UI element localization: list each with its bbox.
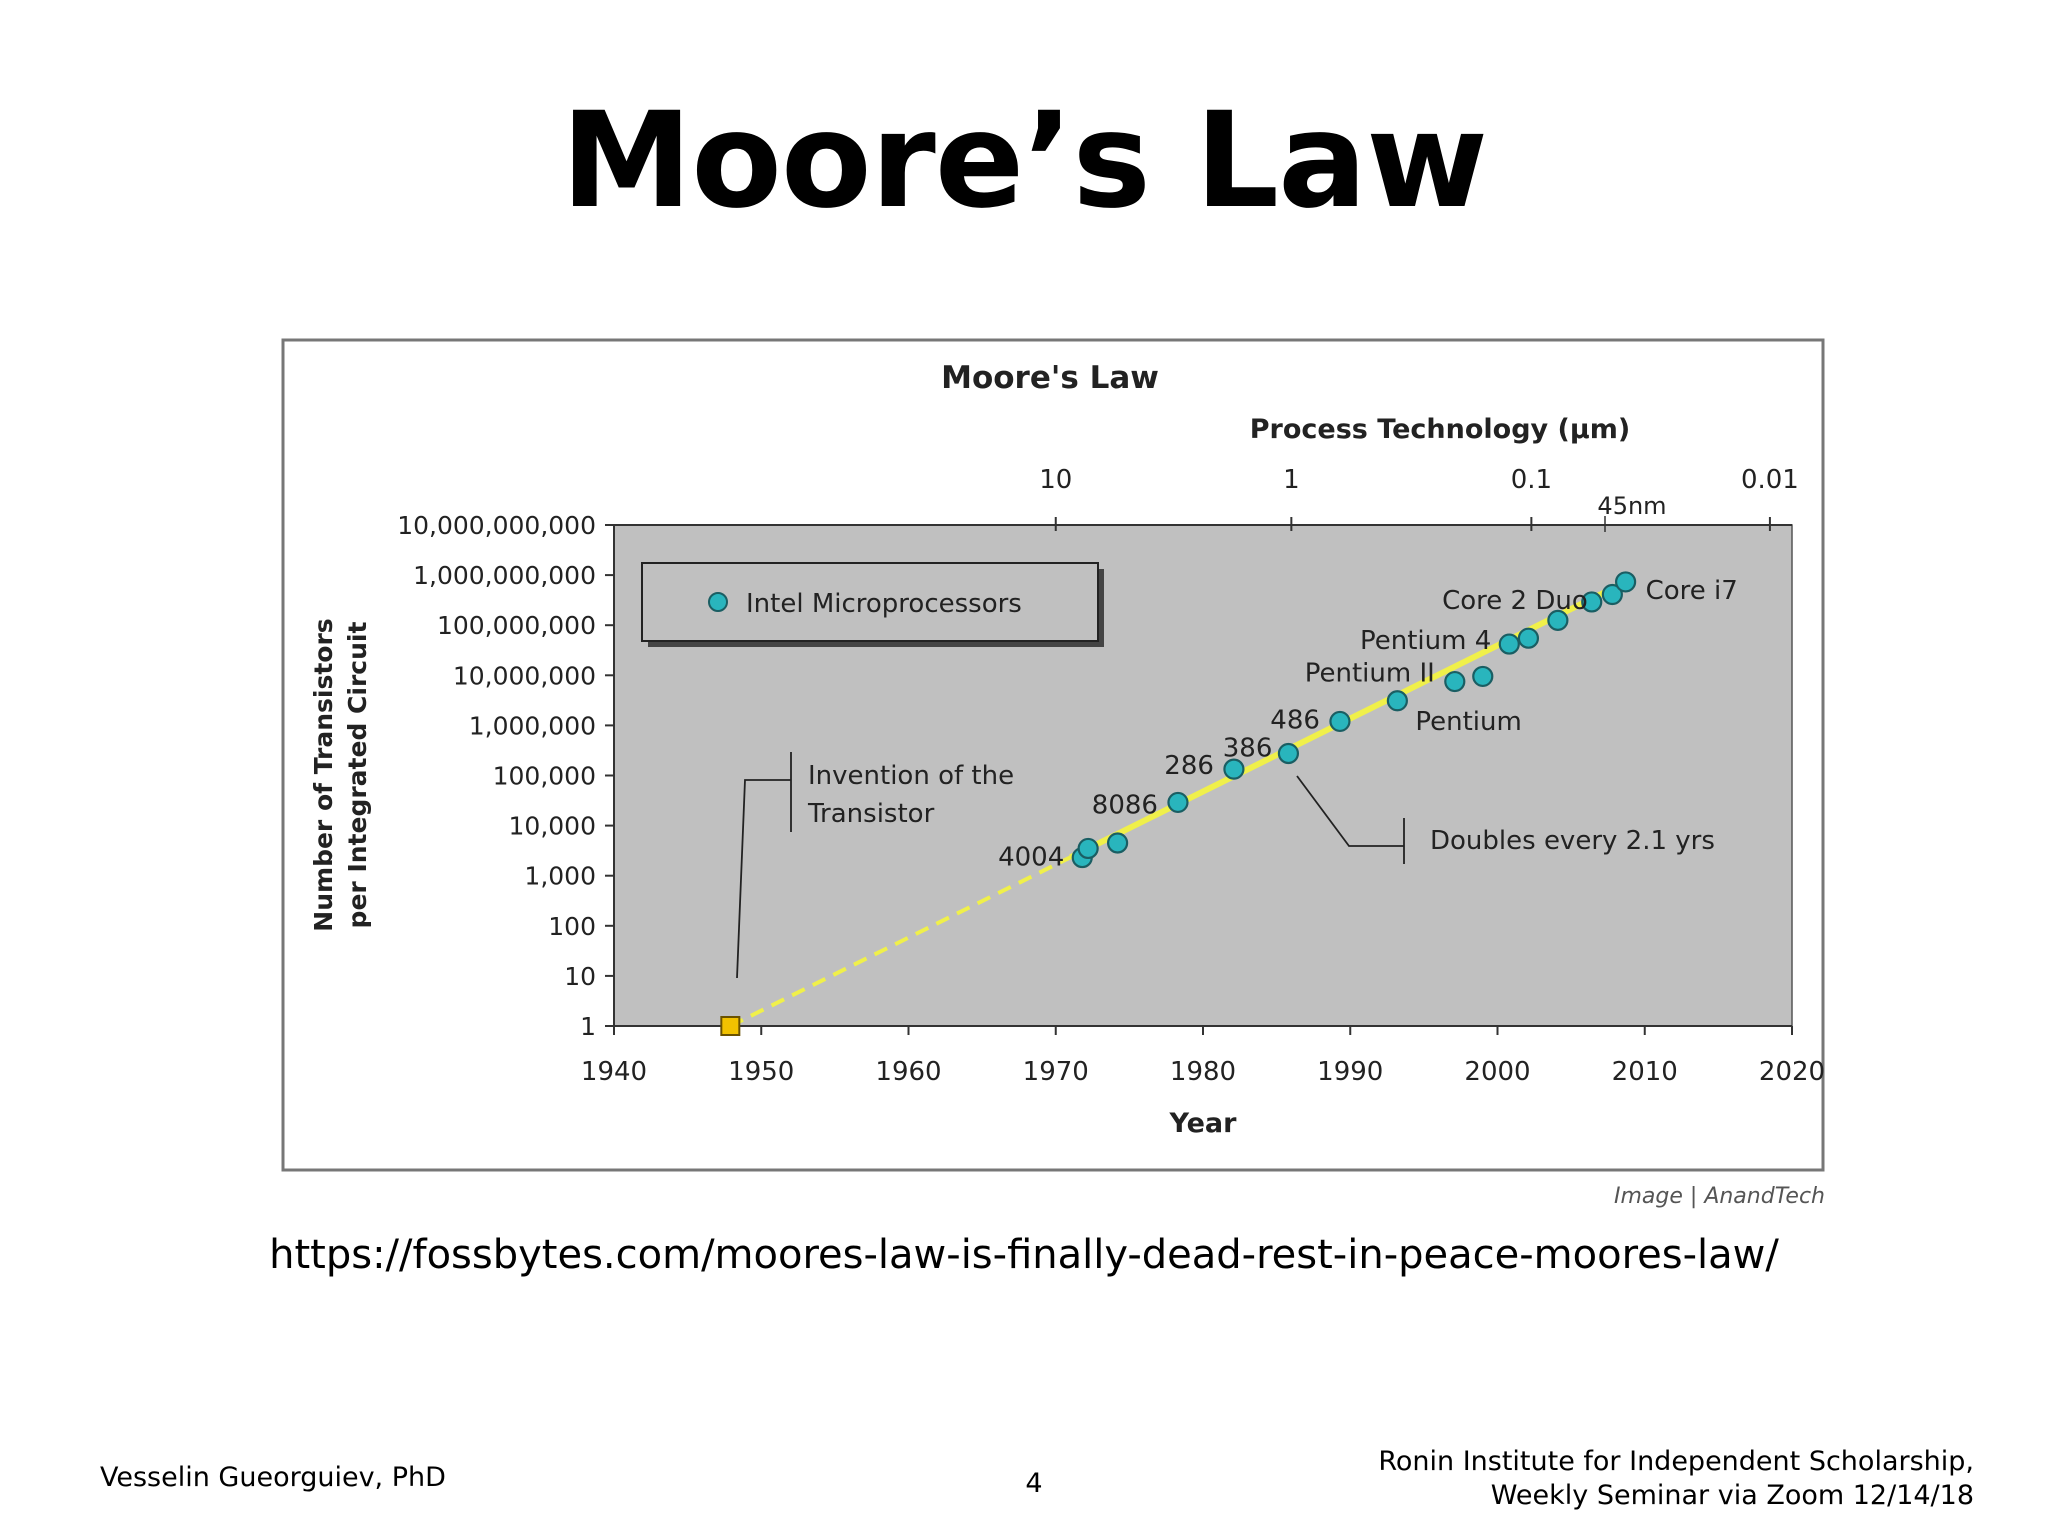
footer-org-line2: Weekly Seminar via Zoom 12/14/18 xyxy=(1490,1480,1974,1511)
top-axis-label: Process Technology (µm) xyxy=(1249,414,1631,445)
y-axis-label-line: Number of Transistors xyxy=(309,618,338,932)
data-point xyxy=(1616,572,1635,591)
y-tick-label: 100,000,000 xyxy=(436,611,596,641)
data-point-label: 286 xyxy=(1164,751,1214,782)
doubles-annotation-text: Doubles every 2.1 yrs xyxy=(1430,826,1715,856)
invention-annotation-text: Invention of the xyxy=(808,761,1015,791)
top-axis-tick-label: 10 xyxy=(1039,465,1073,495)
y-tick-label: 100 xyxy=(548,911,596,941)
page-number: 4 xyxy=(1025,1468,1043,1499)
data-point xyxy=(1108,833,1127,852)
x-tick-label: 1960 xyxy=(875,1057,942,1087)
x-tick-label: 1980 xyxy=(1169,1057,1237,1087)
data-point xyxy=(1445,672,1464,691)
data-point-label: Pentium 4 xyxy=(1360,626,1492,657)
x-tick-label: 1940 xyxy=(580,1057,648,1087)
data-point xyxy=(1330,712,1349,731)
y-axis-label-line: per Integrated Circuit xyxy=(343,621,372,929)
y-tick-label: 1,000 xyxy=(524,861,596,891)
invention-annotation-text: Transistor xyxy=(808,799,935,829)
image-credit: Image | AnandTech xyxy=(1614,1184,1825,1209)
y-tick-label: 10 xyxy=(564,961,596,991)
y-tick-label: 1,000,000,000 xyxy=(413,561,596,591)
y-tick-label: 1 xyxy=(580,1012,596,1041)
slide-title: Moore’s Law xyxy=(560,84,1488,238)
top-axis-tick-label: 0.01 xyxy=(1740,465,1799,495)
legend-label: Intel Microprocessors xyxy=(746,589,1022,619)
top-axis-45nm-label: 45nm xyxy=(1597,492,1667,520)
x-tick-label: 1990 xyxy=(1317,1057,1384,1087)
data-point xyxy=(1388,691,1407,710)
y-tick-label: 10,000,000,000 xyxy=(397,511,596,540)
x-tick-label: 1950 xyxy=(728,1057,795,1087)
data-point-label: Core i7 xyxy=(1645,575,1738,606)
data-point-label: 4004 xyxy=(998,842,1065,873)
footer-author: Vesselin Gueorguiev, PhD xyxy=(100,1462,446,1493)
top-axis-tick-label: 0.1 xyxy=(1510,465,1553,495)
y-tick-label: 1,000,000 xyxy=(468,711,596,741)
data-point xyxy=(1519,629,1538,648)
data-point xyxy=(1473,667,1492,686)
y-tick-label: 10,000,000 xyxy=(452,661,596,691)
data-point-label: 386 xyxy=(1222,733,1273,764)
x-axis-label: Year xyxy=(1169,1108,1237,1139)
transistor-invention-marker xyxy=(721,1017,739,1035)
data-point-label: 486 xyxy=(1270,705,1320,736)
data-point-label: Pentium xyxy=(1415,706,1522,737)
footer-organization xyxy=(1378,1445,1974,1513)
top-axis-tick-label: 1 xyxy=(1283,465,1300,495)
data-point xyxy=(1168,793,1187,812)
data-point-label: Pentium II xyxy=(1304,658,1435,689)
footer-org-line1: Ronin Institute for Independent Scholarship, xyxy=(1378,1446,1974,1477)
x-tick-label: 2000 xyxy=(1464,1057,1531,1087)
y-tick-label: 100,000 xyxy=(492,761,596,791)
data-point-label: 8086 xyxy=(1091,790,1158,821)
data-point xyxy=(1279,744,1298,763)
x-tick-label: 1970 xyxy=(1022,1057,1089,1087)
source-url[interactable]: https://fossbytes.com/moores-law-is-finally-dead-rest-in-peace-moores-law/ xyxy=(269,1232,1779,1278)
data-point-label: Core 2 Duo xyxy=(1442,585,1588,616)
x-tick-label: 2010 xyxy=(1611,1057,1678,1087)
chart-title: Moore's Law xyxy=(941,360,1159,396)
x-tick-label: 2020 xyxy=(1758,1057,1826,1087)
data-point xyxy=(1079,839,1098,858)
data-point xyxy=(1500,635,1519,654)
y-tick-label: 10,000 xyxy=(508,811,596,841)
legend-marker xyxy=(709,593,727,611)
